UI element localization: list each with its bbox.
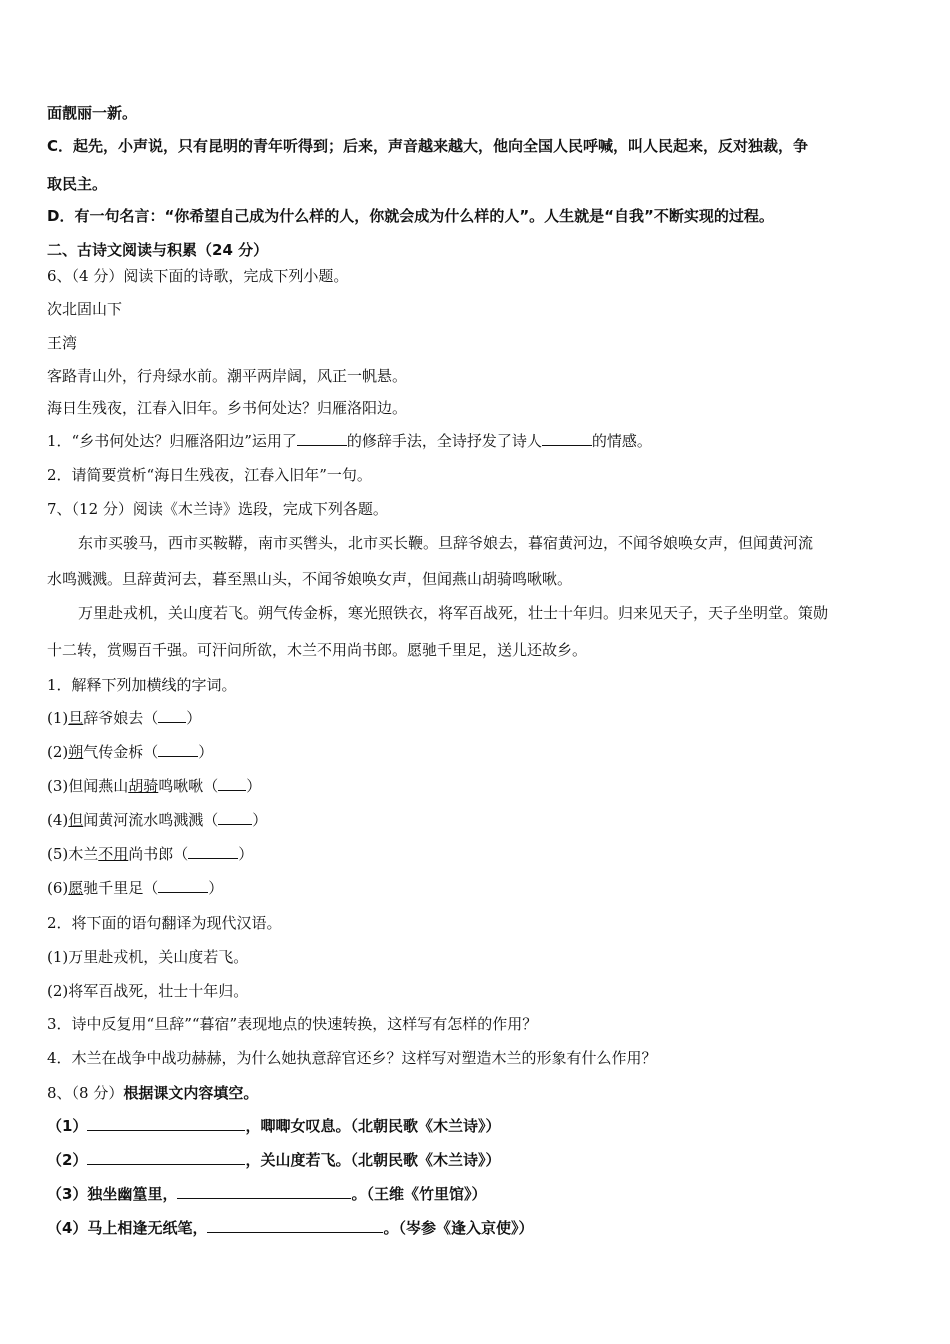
item-text: 辞爷娘去（ xyxy=(83,709,159,727)
answer-blank[interactable] xyxy=(188,844,238,859)
q8-intro xyxy=(47,1083,258,1103)
poem-line-1: 客路青山外，行舟绿水前。潮平两岸阔，风正一帆悬。 xyxy=(47,367,408,385)
item-number: (2) xyxy=(47,743,69,761)
item-number: （3）独坐幽篁里， xyxy=(47,1185,178,1203)
translate-item-1: (1)万里赴戎机，关山度若飞。 xyxy=(47,948,249,966)
passage-p1-line2: 水鸣溅溅。旦辞黄河去，暮至黑山头，不闻爷娘唤女声，但闻燕山胡骑鸣啾啾。 xyxy=(47,570,573,588)
q6-subquestion-1 xyxy=(47,431,652,451)
item-text: 气传金柝（ xyxy=(83,743,159,761)
word-item-4 xyxy=(47,810,267,830)
q7-subquestion-4: 4．木兰在战争中战功赫赫，为什么她执意辞官还乡？这样写对塑造木兰的形象有什么作用？ xyxy=(47,1049,657,1067)
item-number: （2） xyxy=(47,1151,88,1169)
item-text: 。（岑参《逢入京使》） xyxy=(383,1219,534,1237)
translate-item-2: (2)将军百战死，壮士十年归。 xyxy=(47,982,249,1000)
item-text: 驰千里足（ xyxy=(83,879,159,897)
q8-instruction: 根据课文内容填空。 xyxy=(123,1084,259,1102)
underlined-word: 愿 xyxy=(68,879,84,897)
close-paren: ） xyxy=(198,743,214,761)
passage-p2-line1: 万里赴戎机，关山度若飞。朔气传金柝，寒光照铁衣，将军百战死，壮士十年归。归来见天子，天子坐明堂。策勋 xyxy=(78,604,829,622)
word-item-3 xyxy=(47,776,261,796)
answer-blank[interactable] xyxy=(158,878,208,893)
underlined-word: 朔 xyxy=(68,743,84,761)
word-item-1 xyxy=(47,708,201,728)
answer-blank[interactable] xyxy=(207,1218,383,1233)
q6-intro: 6、（4 分）阅读下面的诗歌，完成下列小题。 xyxy=(47,267,349,285)
answer-blank[interactable] xyxy=(177,1184,351,1199)
word-item-5 xyxy=(47,844,253,864)
answer-blank[interactable] xyxy=(87,1116,245,1131)
q6-sq1-part-a: 1．“乡书何处达？归雁洛阳边”运用了 xyxy=(47,432,297,450)
item-number: (1) xyxy=(47,709,69,727)
q7-subquestion-1: 1．解释下列加横线的字词。 xyxy=(47,676,237,694)
close-paren: ） xyxy=(186,709,202,727)
q7-subquestion-3: 3．诗中反复用“旦辞”“暮宿”表现地点的快速转换，这样写有怎样的作用？ xyxy=(47,1015,538,1033)
word-item-6 xyxy=(47,878,223,898)
fill-item-3 xyxy=(47,1184,486,1204)
item-text: 闻黄河流水鸣溅溅（ xyxy=(83,811,219,829)
close-paren: ） xyxy=(246,777,262,795)
item-text: 。（王维《竹里馆》） xyxy=(351,1185,487,1203)
underlined-word: 胡骑 xyxy=(128,777,159,795)
item-number: (5)木兰 xyxy=(47,845,99,863)
answer-blank[interactable] xyxy=(297,431,347,446)
q6-sq1-part-b: 的修辞手法，全诗抒发了诗人 xyxy=(346,432,542,450)
answer-blank[interactable] xyxy=(158,708,186,723)
q6-sq1-part-c: 的情感。 xyxy=(591,432,652,450)
passage-p2-line2: 十二转，赏赐百千强。可汗问所欲，木兰不用尚书郎。愿驰千里足，送儿还故乡。 xyxy=(47,641,588,659)
answer-blank[interactable] xyxy=(542,431,592,446)
fill-item-2 xyxy=(47,1150,500,1170)
item-text: ，唧唧女叹息。（北朝民歌《木兰诗》） xyxy=(245,1117,501,1135)
q6-subquestion-2: 2．请简要赏析“海日生残夜，江春入旧年”一句。 xyxy=(47,466,372,484)
option-c-line1: C．起先，小声说，只有昆明的青年听得到；后来，声音越来越大，他向全国人民呼喊，叫人民起来，反对独裁，争 xyxy=(47,137,809,155)
item-number: (6) xyxy=(47,879,69,897)
item-text: 鸣啾啾（ xyxy=(158,777,219,795)
fill-item-1 xyxy=(47,1116,500,1136)
answer-blank[interactable] xyxy=(218,776,246,791)
q7-intro: 7、（12 分）阅读《木兰诗》选段，完成下列各题。 xyxy=(47,500,388,518)
option-c-line2: 取民主。 xyxy=(47,175,108,193)
option-d: D．有一句名言：“你希望自己成为什么样的人，你就会成为什么样的人”。人生就是“自我”不断实现的过程。 xyxy=(47,207,774,225)
poem-author: 王湾 xyxy=(47,334,78,352)
item-number: （4）马上相逢无纸笔， xyxy=(47,1219,208,1237)
item-text: ，关山度若飞。（北朝民歌《木兰诗》） xyxy=(245,1151,501,1169)
close-paren: ） xyxy=(252,811,268,829)
close-paren: ） xyxy=(238,845,254,863)
close-paren: ） xyxy=(208,879,224,897)
underlined-word: 但 xyxy=(68,811,84,829)
q8-number: 8、（8 分） xyxy=(47,1084,124,1102)
poem-line-2: 海日生残夜，江春入旧年。乡书何处达？归雁洛阳边。 xyxy=(47,399,408,417)
answer-blank[interactable] xyxy=(87,1150,245,1165)
q7-subquestion-2: 2．将下面的语句翻译为现代汉语。 xyxy=(47,914,282,932)
poem-title: 次北固山下 xyxy=(47,300,123,318)
section-heading: 二、古诗文阅读与积累（24 分） xyxy=(47,241,269,259)
item-text: 尚书郎（ xyxy=(128,845,189,863)
underlined-word: 不用 xyxy=(98,845,129,863)
item-number: （1） xyxy=(47,1117,88,1135)
word-item-2 xyxy=(47,742,213,762)
option-b-tail: 面靓丽一新。 xyxy=(47,104,138,122)
item-number: (3)但闻燕山 xyxy=(47,777,129,795)
underlined-word: 旦 xyxy=(68,709,84,727)
passage-p1-line1: 东市买骏马，西市买鞍鞯，南市买辔头，北市买长鞭。旦辞爷娘去，暮宿黄河边，不闻爷娘唤女声，但闻黄河流 xyxy=(78,534,814,552)
fill-item-4 xyxy=(47,1218,533,1238)
item-number: (4) xyxy=(47,811,69,829)
answer-blank[interactable] xyxy=(218,810,252,825)
answer-blank[interactable] xyxy=(158,742,198,757)
